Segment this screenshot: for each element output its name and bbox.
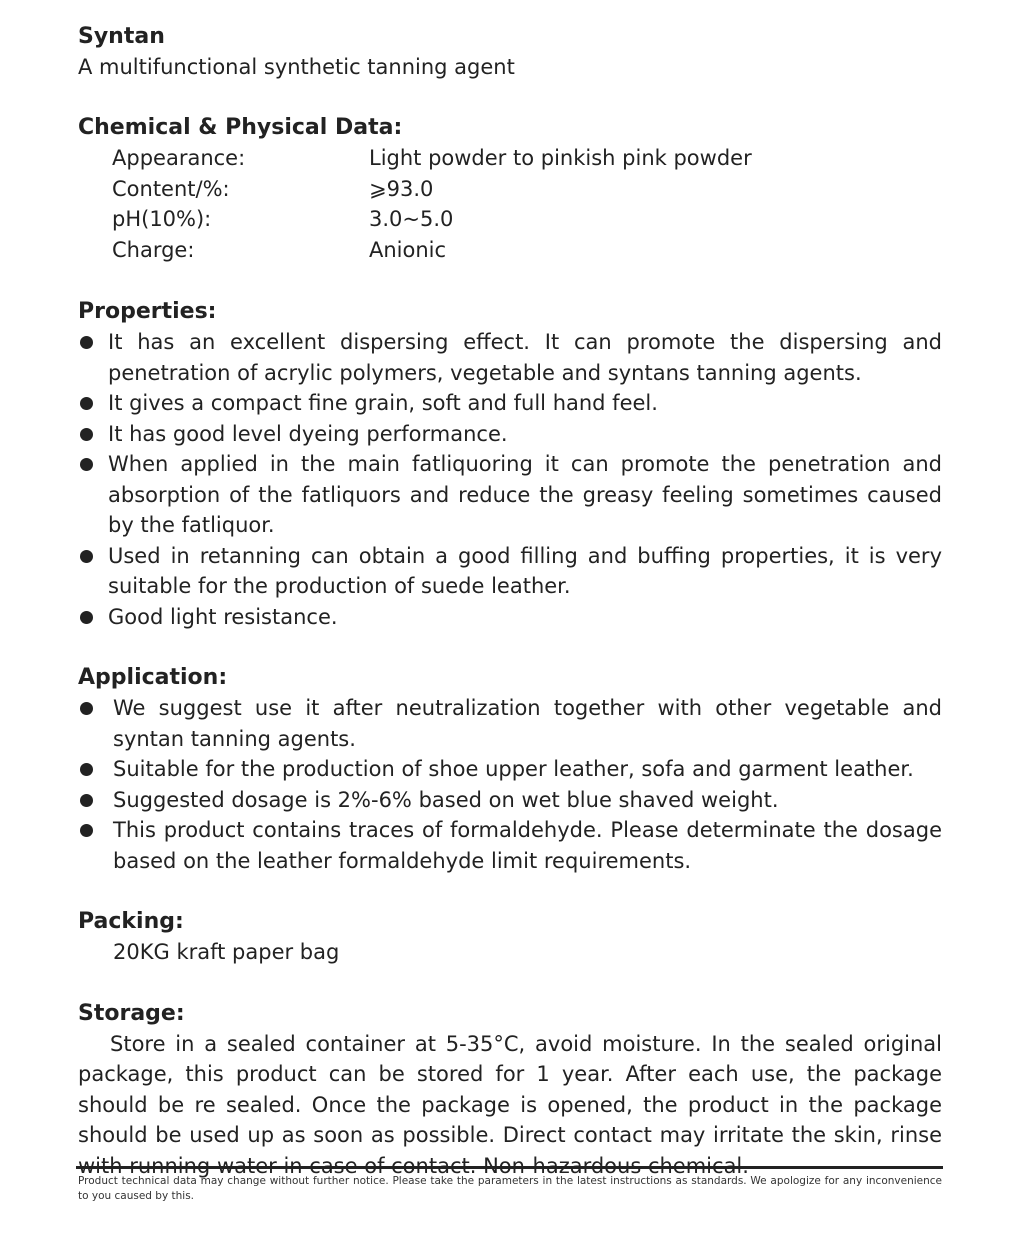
storage-heading: Storage: <box>78 1000 185 1026</box>
list-item <box>78 419 942 450</box>
application-list <box>78 693 942 876</box>
data-label: Content/%: <box>112 176 230 201</box>
footer-note: Product technical data may change without further notice. Please take the parameters in the latest instructions as standards. We apologize for any inconvenience to you caused by this. <box>78 1175 942 1202</box>
properties-list <box>78 327 942 632</box>
bullet-icon <box>80 397 93 410</box>
data-label: pH(10%): <box>112 207 212 231</box>
bullet-icon <box>80 763 93 776</box>
product-subtitle: A multifunctional synthetic tanning agent <box>78 55 515 79</box>
chemical-data-table <box>112 143 942 265</box>
data-value: Light powder to pinkish pink powder <box>369 146 752 170</box>
list-item <box>78 449 942 541</box>
data-label: Appearance: <box>112 146 246 170</box>
data-row-ph <box>112 204 942 235</box>
list-item <box>78 327 942 388</box>
data-value: Anionic <box>369 237 447 262</box>
data-row-appearance <box>112 143 942 174</box>
list-item <box>78 785 942 816</box>
list-item-text: When applied in the main fatliquoring it can promote the penetration and absorption of the fatliquors and reduce the greasy feeling sometimes caused by the fatliquor. <box>108 452 942 537</box>
footer-divider <box>76 1166 943 1169</box>
list-item-text: Good light resistance. <box>108 604 338 629</box>
list-item <box>78 693 942 754</box>
packing-text: 20KG kraft paper bag <box>113 940 340 964</box>
datasheet <box>78 22 942 1181</box>
application-heading: Application: <box>78 665 228 690</box>
bullet-icon <box>80 428 93 441</box>
data-value: ⩾93.0 <box>369 176 434 201</box>
properties-heading: Properties: <box>78 299 217 324</box>
list-item <box>78 602 942 633</box>
list-item-text: This product contains traces of formaldehyde. Please determinate the dosage based on the leather formaldehyde limit requirements. <box>113 818 942 873</box>
list-item-text: It gives a compact fine grain, soft and full hand feel. <box>108 391 658 415</box>
product-name: Syntan <box>78 24 165 49</box>
list-item-text: We suggest use it after neutralization together with other vegetable and syntan tanning agents. <box>113 696 942 751</box>
bullet-icon <box>80 550 93 563</box>
chemical-data-heading: Chemical & Physical Data: <box>78 115 403 140</box>
data-row-content <box>112 174 942 205</box>
list-item <box>78 388 942 419</box>
data-row-charge <box>112 235 942 266</box>
bullet-icon <box>80 458 93 471</box>
bullet-icon <box>80 702 93 715</box>
bullet-icon <box>80 611 93 624</box>
list-item <box>78 815 942 876</box>
storage-text: Store in a sealed container at 5-35°C, avoid moisture. In the sealed original package, this product can be stored for 1 year. After each use, the package should be re sealed. Once the package is opened, the product in the package should be used up as soon as possible. Direct contact may irritate the skin, rinse <box>78 1031 942 1147</box>
data-label: Charge: <box>112 237 195 262</box>
bullet-icon <box>80 824 93 837</box>
bullet-icon <box>80 336 93 349</box>
list-item <box>78 754 942 785</box>
list-item-text: It has an excellent dispersing effect. It can promote the dispersing and penetration of acrylic polymers, vegetable and syntans tanning agents. <box>108 330 942 385</box>
data-value: 3.0~5.0 <box>369 207 454 231</box>
list-item-text: It has good level dyeing performance. <box>108 421 508 446</box>
list-item <box>78 541 942 602</box>
packing-heading: Packing: <box>78 909 184 934</box>
bullet-icon <box>80 794 93 807</box>
list-item-text: Suggested dosage is 2%-6% based on wet blue shaved weight. <box>113 787 779 812</box>
list-item-text: Used in retanning can obtain a good filling and buffing properties, it is very suitable for the production of suede leather. <box>108 543 942 598</box>
list-item-text: Suitable for the production of shoe upper leather, sofa and garment leather. <box>113 757 914 781</box>
